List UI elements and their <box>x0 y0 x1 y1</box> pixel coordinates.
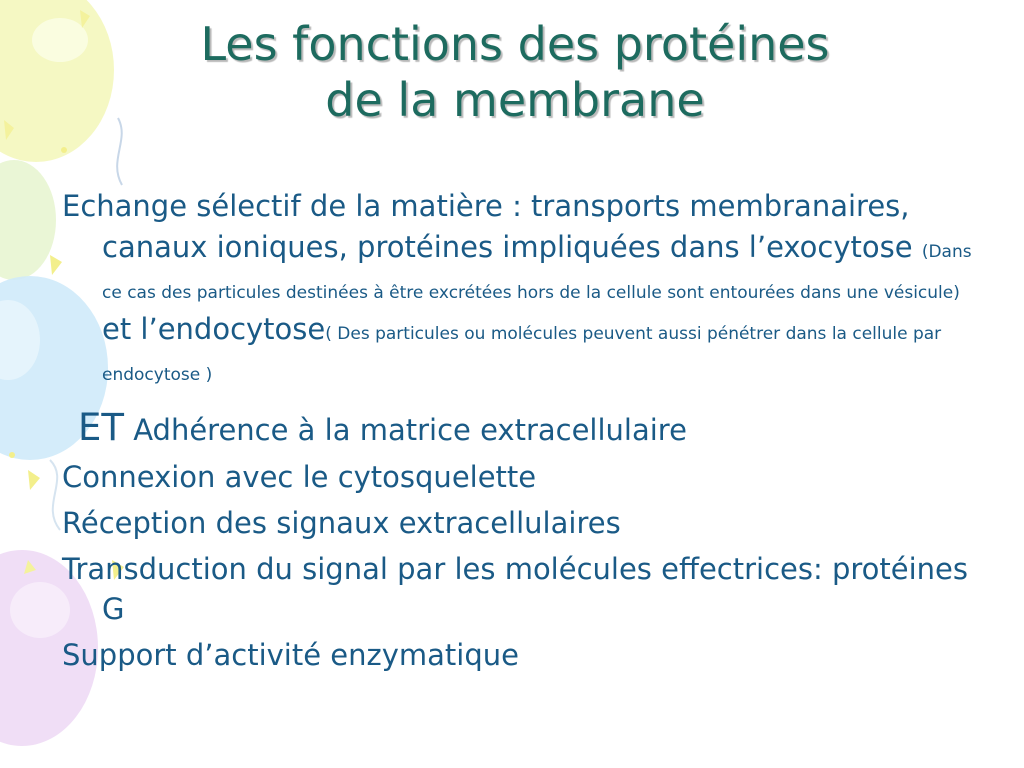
confetti <box>50 255 62 275</box>
list-item-enzymatic: Support d’activité enzymatique <box>62 638 519 672</box>
et-prefix: ET <box>78 406 124 449</box>
paragraph-exchange <box>62 186 972 391</box>
title-line-2: de la membrane <box>325 73 705 127</box>
list-item-transduction: Transduction du signal par les molécules effectrices: protéines G <box>62 552 969 626</box>
list-item-reception: Réception des signaux extracellulaires <box>62 506 621 540</box>
slide-body <box>62 186 972 681</box>
paragraph-exchange-text: Echange sélectif de la matière : transports membranaires, canaux ioniques, protéines impliquées dans l’exocytose <box>62 189 913 264</box>
adhesion-line <box>78 407 972 451</box>
endocytosis-text: et l’endocytose <box>102 312 326 346</box>
endocytosis-note: ( Des particules ou molécules peuvent aussi pénétrer dans la cellule par endocytose ) <box>102 324 942 385</box>
slide-title <box>40 16 990 128</box>
title-line-1: Les fonctions des protéines <box>200 17 830 71</box>
green-balloon <box>0 160 56 280</box>
adhesion-text: Adhérence à la matrice extracellulaire <box>133 413 687 447</box>
exocytosis-note: (Dans ce cas des particules destinées à être excrétées hors de la cellule sont entourées dans une vésicule) <box>102 242 972 303</box>
list-item-cytoskeleton: Connexion avec le cytosquelette <box>62 460 537 494</box>
